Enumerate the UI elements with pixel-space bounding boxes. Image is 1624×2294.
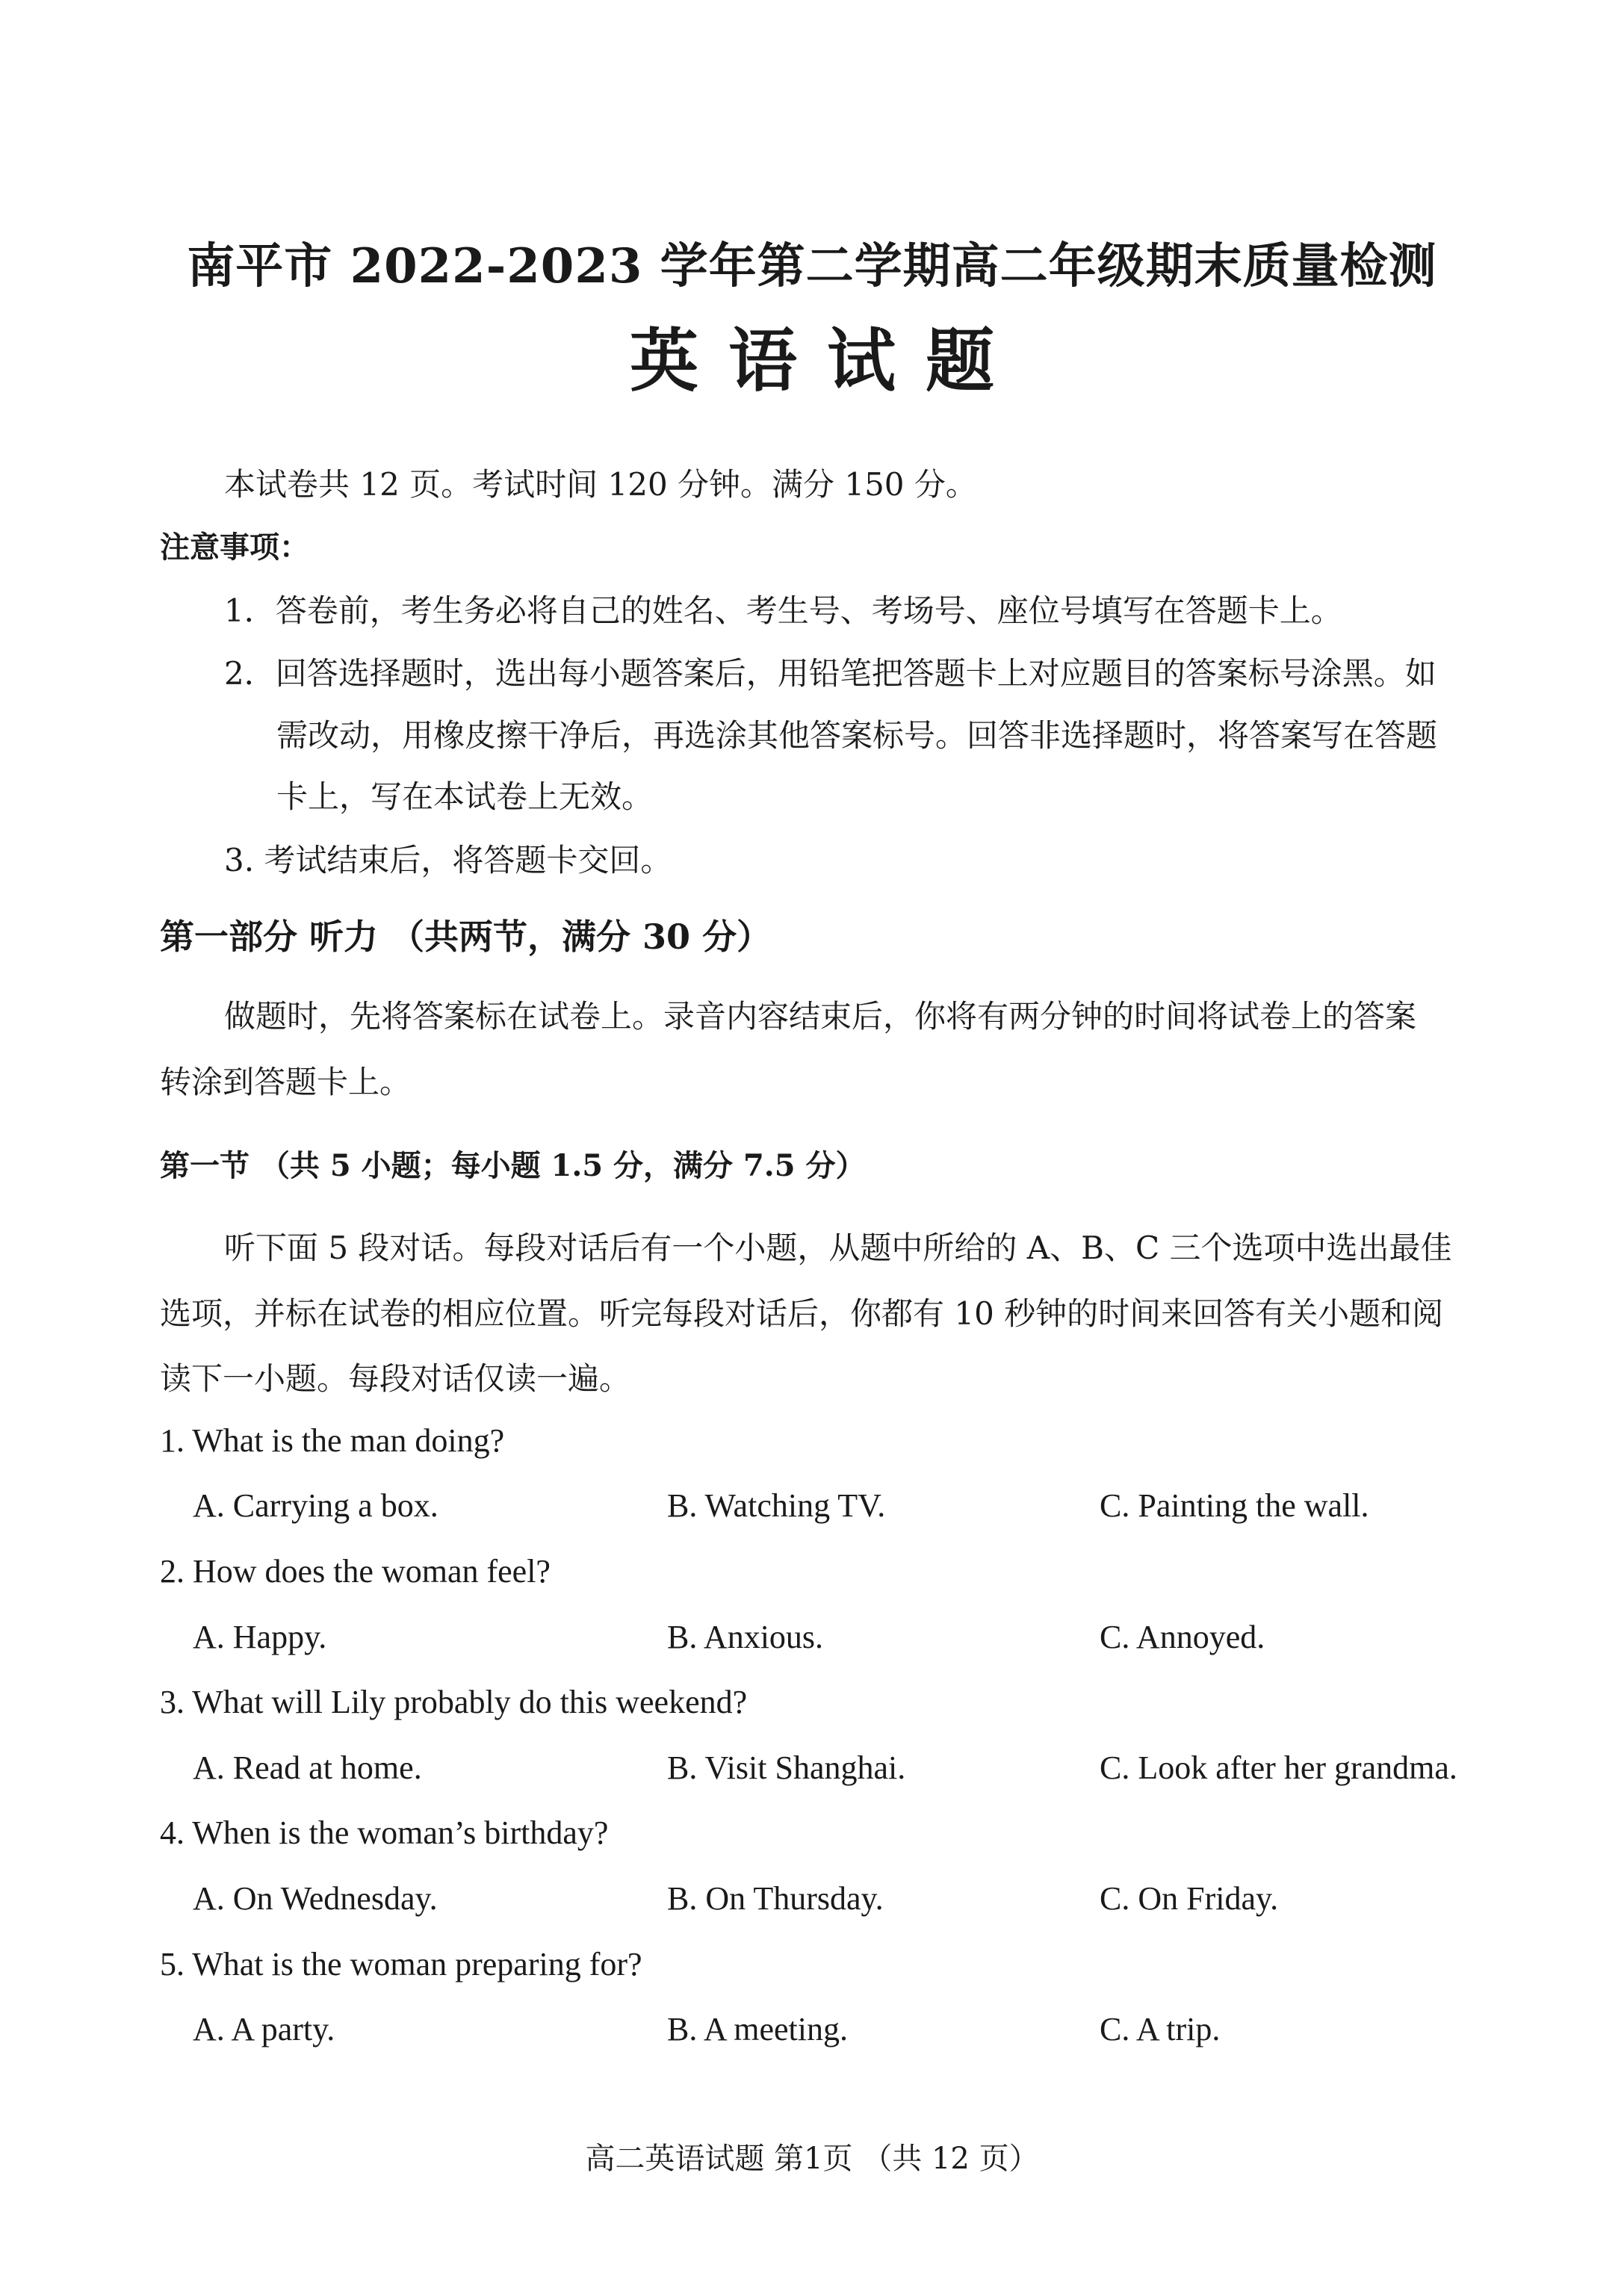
note-item-2-line1: 2．回答选择题时，选出每小题答案后，用铅笔把答题卡上对应题目的答案标号涂黑。如 [224,655,1437,692]
question-3-option-b: B. Visit Shanghai. [667,1749,906,1786]
section1-heading: 第一节 （共 5 小题；每小题 1.5 分，满分 7.5 分） [160,1148,866,1183]
section1-instruction-line1: 听下面 5 段对话。每段对话后有一个小题，从题中所给的 A、B、C 三个选项中选出最佳 [224,1230,1452,1266]
question-2: 2. How does the woman feel? [160,1553,551,1590]
question-1: 1. What is the man doing? [160,1422,505,1459]
note-item-3: 3. 考试结束后，将答题卡交回。 [224,842,672,878]
question-5-option-c: C. A trip. [1100,2011,1221,2047]
exam-intro: 本试卷共 12 页。考试时间 120 分钟。满分 150 分。 [224,466,977,503]
question-5-option-a: A. A party. [193,2011,335,2047]
question-5: 5. What is the woman preparing for? [160,1946,642,1983]
part1-instruction-line1: 做题时，先将答案标在试卷上。录音内容结束后，你将有两分钟的时间将试卷上的答案 [224,998,1417,1035]
exam-title: 南平市 2022-2023 学年第二学期高二年级期末质量检测 [187,238,1437,294]
question-2-option-c: C. Annoyed. [1100,1619,1265,1655]
question-1-option-c: C. Painting the wall. [1100,1487,1369,1524]
question-4-option-a: A. On Wednesday. [193,1880,438,1917]
part1-heading: 第一部分 听力 （共两节，满分 30 分） [160,917,772,957]
note-item-2-line2: 需改动，用橡皮擦干净后，再选涂其他答案标号。回答非选择题时，将答案写在答题 [276,717,1438,754]
question-4: 4. When is the woman’s birthday? [160,1814,609,1851]
question-4-option-b: B. On Thursday. [667,1880,884,1917]
question-2-option-a: A. Happy. [193,1619,327,1655]
question-2-option-b: B. Anxious. [667,1619,824,1655]
question-3-option-c: C. Look after her grandma. [1100,1749,1457,1786]
note-item-2-line3: 卡上，写在本试卷上无效。 [276,778,654,815]
exam-subject-title: 英语试题 [629,320,1024,401]
question-3: 3. What will Lily probably do this weekend? [160,1684,748,1720]
section1-instruction-line2: 选项，并标在试卷的相应位置。听完每段对话后，你都有 10 秒钟的时间来回答有关小题和阅 [160,1295,1444,1332]
part1-instruction-line2: 转涂到答题卡上。 [160,1064,412,1100]
question-3-option-a: A. Read at home. [193,1749,422,1786]
section1-instruction-line3: 读下一小题。每段对话仅读一遍。 [160,1360,631,1397]
notes-heading: 注意事项： [160,530,309,565]
question-1-option-b: B. Watching TV. [667,1487,886,1524]
question-1-option-a: A. Carrying a box. [193,1487,438,1524]
question-5-option-b: B. A meeting. [667,2011,848,2047]
page-footer: 高二英语试题 第1页 （共 12 页） [585,2142,1039,2176]
question-4-option-c: C. On Friday. [1100,1880,1279,1917]
note-item-1: 1．答卷前，考生务必将自己的姓名、考生号、考场号、座位号填写在答题卡上。 [224,592,1342,629]
